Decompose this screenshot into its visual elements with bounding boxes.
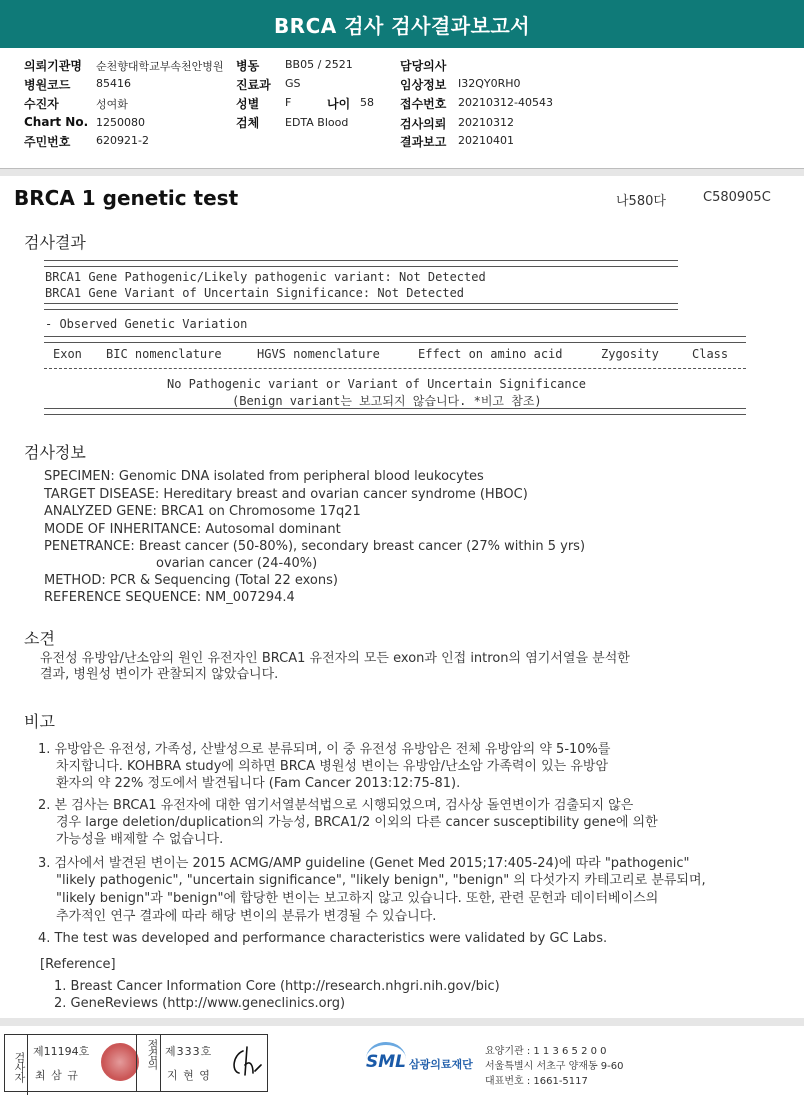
- reviewer-name: 지 현 영: [167, 1069, 211, 1082]
- col-class: Class: [692, 347, 729, 361]
- col-bic: BIC nomenclature: [106, 347, 222, 361]
- tester-name: 최 삼 규: [35, 1069, 79, 1082]
- org-name: 삼광의료재단: [409, 1058, 473, 1071]
- double-rule: [44, 336, 746, 343]
- vus-result: BRCA1 Gene Variant of Uncertain Significance: Not Detected: [45, 286, 465, 300]
- dept-label: 진료과: [236, 78, 271, 92]
- ward-value: BB05 / 2521: [285, 58, 353, 71]
- col-exon: Exon: [53, 347, 82, 361]
- pathogenic-result: BRCA1 Gene Pathogenic/Likely pathogenic variant: Not Detected: [45, 270, 486, 284]
- inst-label: 의뢰기관명: [24, 59, 82, 73]
- opinion-heading: 소견: [24, 629, 55, 648]
- chart-label: Chart No.: [24, 115, 89, 129]
- report-title-banner: [0, 0, 804, 48]
- test-code: C580905C: [703, 190, 771, 205]
- double-rule: [44, 260, 678, 267]
- no-variant-message: No Pathogenic variant or Variant of Uncertain Significance: [167, 377, 587, 391]
- remark-2-cont: 가능성을 배제할 수 없습니다.: [56, 832, 224, 847]
- signature-box: [4, 1034, 268, 1092]
- specimen-value: EDTA Blood: [285, 116, 349, 129]
- info-heading: 검사정보: [24, 443, 86, 462]
- reviewer-label: 점검의: [146, 1039, 159, 1069]
- opinion-line: 유전성 유방암/난소암의 원인 유전자인 BRCA1 유전자의 모든 exon과 인접 intron의 염기서열을 분석한: [40, 651, 630, 666]
- patient-header: [0, 48, 804, 169]
- remark-3: 3. 검사에서 발견된 변이는 2015 ACMG/AMP guideline (Genet Med 2015;17:405-24)에 따라 "pathogenic": [38, 856, 690, 871]
- remark-4: 4. The test was developed and performance characteristics were validated by GC Labs.: [38, 931, 608, 946]
- clin-value: I32QY0RH0: [458, 77, 521, 90]
- remark-2: 2. 본 검사는 BRCA1 유전자에 대한 염기서열분석법으로 시행되었으며, 검사상 돌연변이가 검출되지 않은: [38, 798, 634, 813]
- test-title: BRCA 1 genetic test: [14, 186, 239, 210]
- col-zygosity: Zygosity: [601, 347, 659, 361]
- report-value: 20210401: [458, 134, 514, 147]
- dept-value: GS: [285, 77, 301, 90]
- doctor-label: 담당의사: [400, 59, 447, 73]
- age-value: 58: [360, 96, 374, 109]
- info-specimen: SPECIMEN: Genomic DNA isolated from peripheral blood leukocytes: [44, 469, 484, 484]
- chart-value: 1250080: [96, 116, 145, 129]
- double-rule: [44, 303, 678, 310]
- info-method: METHOD: PCR & Sequencing (Total 22 exons): [44, 573, 338, 588]
- org-code: 요양기관 : 1 1 3 6 5 2 0 0: [485, 1046, 607, 1057]
- col-effect: Effect on amino acid: [418, 347, 563, 361]
- ward-label: 병동: [236, 59, 260, 73]
- col-hgvs: HGVS nomenclature: [257, 347, 380, 361]
- remarks-heading: 비고: [24, 712, 55, 731]
- remark-1-cont: 차지합니다. KOHBRA study에 의하면 BRCA 병원성 변이는 유방암/난소암 가족력이 있는 유방암: [56, 759, 609, 774]
- info-disease: TARGET DISEASE: Hereditary breast and ovarian cancer syndrome (HBOC): [44, 487, 528, 502]
- info-reference: REFERENCE SEQUENCE: NM_007294.4: [44, 590, 295, 605]
- org-address: 서울특별시 서초구 양재동 9-60: [485, 1061, 624, 1072]
- remark-3-cont: "likely pathogenic", "uncertain significance", "likely benign", "benign" 의 다섯가지 카테고리로 분류되며,: [56, 873, 706, 888]
- info-penetrance-ovarian: ovarian cancer (24-40%): [156, 556, 318, 571]
- remark-1: 1. 유방암은 유전성, 가족성, 산발성으로 분류되며, 이 중 유전성 유방암은 전체 유방암의 약 5-10%를: [38, 742, 611, 757]
- reviewer-license: 제333호: [165, 1045, 213, 1058]
- remark-3-cont: 추가적인 연구 결과에 따라 해당 변이의 분류가 변경될 수 있습니다.: [56, 909, 437, 924]
- signature-mark: [227, 1045, 263, 1079]
- reference-item: 1. Breast Cancer Information Core (http://research.nhgri.nih.gov/bic): [54, 979, 500, 994]
- info-penetrance: PENETRANCE: Breast cancer (50-80%), secondary breast cancer (27% within 5 yrs): [44, 539, 586, 554]
- sex-label: 성별: [236, 97, 260, 111]
- tester-license: 제11194호: [33, 1045, 90, 1058]
- remark-1-cont: 환자의 약 22% 정도에서 발견됩니다 (Fam Cancer 2013:12:75-81).: [56, 776, 461, 791]
- double-rule: [44, 408, 746, 415]
- opinion-line: 결과, 병원성 변이가 관찰되지 않았습니다.: [40, 667, 279, 682]
- id-label: 주민번호: [24, 135, 71, 149]
- inst-value: 순천향대학교부속천안병원: [96, 60, 224, 73]
- results-heading: 검사결과: [24, 233, 86, 252]
- patient-value: 성여화: [96, 98, 128, 111]
- info-inheritance: MODE OF INHERITANCE: Autosomal dominant: [44, 522, 341, 537]
- reference-heading: [Reference]: [40, 957, 116, 972]
- specimen-label: 검체: [236, 116, 260, 130]
- id-value: 620921-2: [96, 134, 149, 147]
- dashed-rule: [44, 368, 746, 369]
- benign-note: (Benign variant는 보고되지 않습니다. *비고 참조): [232, 394, 542, 408]
- clin-label: 임상정보: [400, 78, 447, 92]
- age-label: 나이: [327, 97, 351, 111]
- receipt-label: 접수번호: [400, 97, 447, 111]
- sex-value: F: [285, 96, 292, 109]
- info-gene: ANALYZED GENE: BRCA1 on Chromosome 17q21: [44, 504, 361, 519]
- patient-label: 수진자: [24, 97, 59, 111]
- seal-stamp: [101, 1043, 139, 1081]
- sml-logo-text: SML: [366, 1052, 406, 1072]
- report-label: 결과보고: [400, 135, 447, 149]
- request-label: 검사의뢰: [400, 117, 447, 131]
- org-phone: 대표번호 : 1661-5117: [485, 1076, 588, 1087]
- hosp-code-label: 병원코드: [24, 78, 71, 92]
- tester-label: 검사자: [5, 1035, 28, 1095]
- remark-3-cont: "likely benign"과 "benign"에 합당한 변이는 보고하지 않고 있습니다. 또한, 관련 문헌과 데이터베이스의: [56, 891, 659, 906]
- observed-variation-label: - Observed Genetic Variation: [45, 317, 248, 331]
- hosp-code-value: 85416: [96, 77, 131, 90]
- report-title: BRCA 검사 검사결과보고서: [273, 14, 531, 38]
- test-code-local: 나580다: [616, 194, 666, 209]
- request-value: 20210312: [458, 116, 514, 129]
- sml-logo: [364, 1042, 408, 1082]
- reference-item: 2. GeneReviews (http://www.geneclinics.org): [54, 996, 346, 1011]
- receipt-value: 20210312-40543: [458, 96, 553, 109]
- remark-2-cont: 경우 large deletion/duplication의 가능성, BRCA1/2 이외의 다른 cancer susceptibility gene에 의한: [56, 815, 658, 830]
- header-divider: [0, 169, 804, 176]
